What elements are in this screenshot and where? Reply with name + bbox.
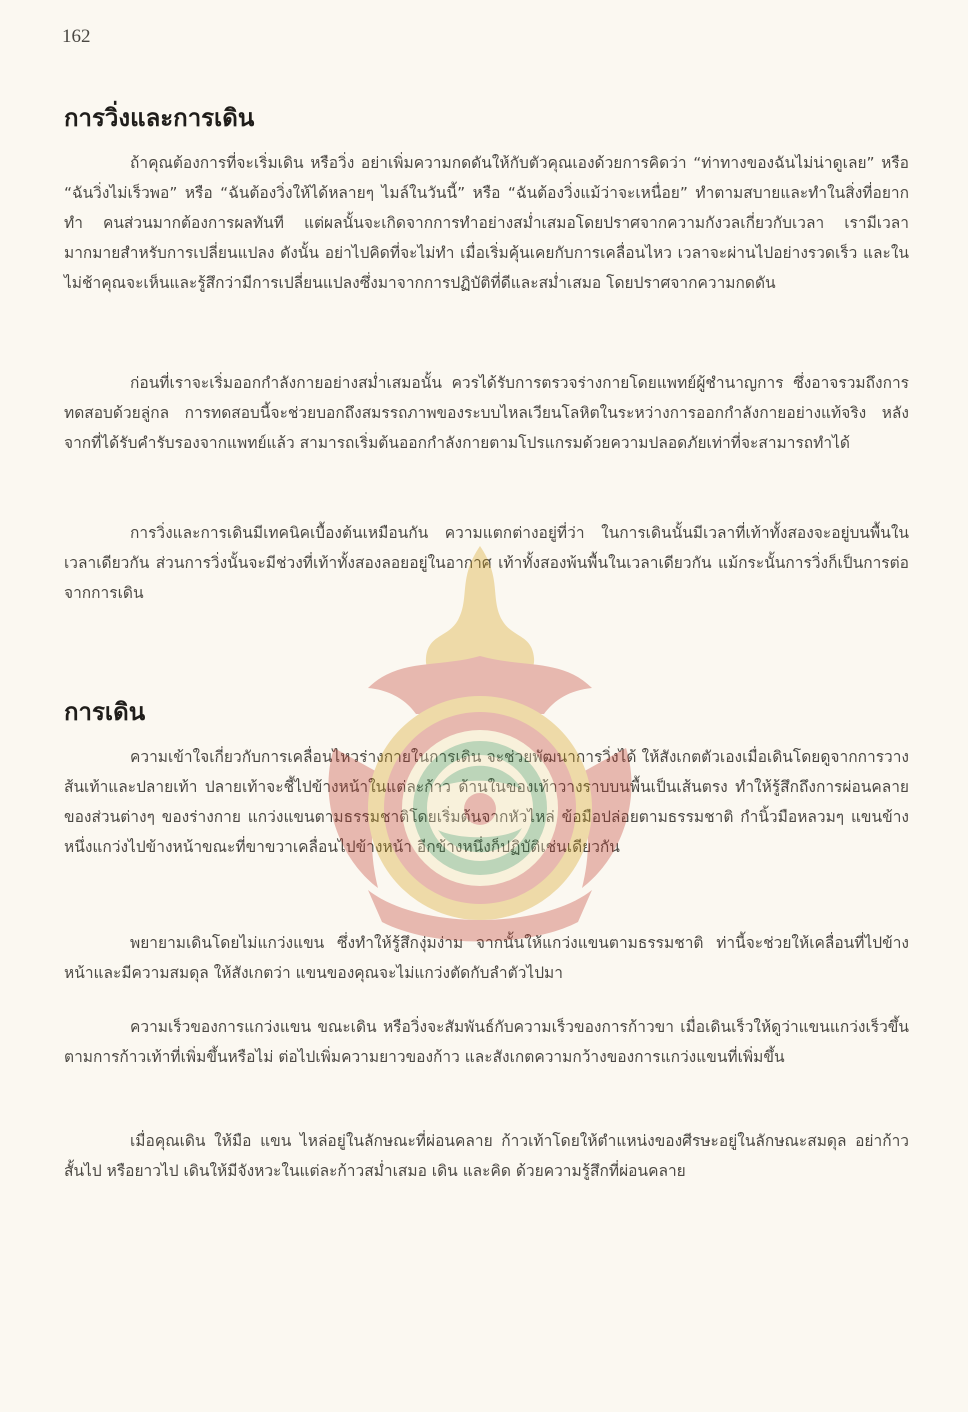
paragraph: ก่อนที่เราจะเริ่มออกกำลังกายอย่างสม่ำเสมอนั้น ควรได้รับการตรวจร่างกายโดยแพทย์ผู้ชำนาญการ ซึ่งอาจรวมถึงการทดสอบด้วยลู่กล การทดสอบนี้จะช่วยบอกถึงสมรรถภาพของระบบไหลเวียนโลหิตในระหว่างการออกกำลังกายอย่างแท้จริง หลังจากที่ได้รับคำรับรองจากแพทย์แล้ว สามารถเริ่มต้นออกกำลังกายตามโปรแกรมด้วยความปลอดภัยเท่าที่จะสามารถทำได้ xyxy=(64,374,909,452)
paragraph: พยายามเดินโดยไม่แกว่งแขน ซึ่งทำให้รู้สึกงุ่มง่าม จากนั้นให้แกว่งแขนตามธรรมชาติ ท่านี้จะช่วยให้เคลื่อนที่ไปข้างหน้าและมีความสมดุล ให้สังเกตว่า แขนของคุณจะไม่แกว่งตัดกับลำตัวไปมา xyxy=(64,934,909,982)
paragraph: ความเข้าใจเกี่ยวกับการเคลื่อนไหวร่างกายในการเดิน จะช่วยพัฒนาการวิ่งได้ ให้สังเกตตัวเองเมื่อเดินโดยดูจากการวางส้นเท้าและปลายเท้า ปลายเท้าจะชี้ไปข้างหน้าในแต่ละก้าว ด้านในของเท้าวางราบบนพื้นเป็นเส้นตรง ทำให้รู้สึกถึงการผ่อนคลายของส่วนต่างๆ ของร่างกาย แกว่งแขนตามธรรมชาติโดยเริ่มต้นจากหัวไหล่ ข้อมือปล่อยตามธรรมชาติ กำนิ้วมือหลวมๆ แขนข้างหนึ่งแกว่งไปข้างหน้าขณะที่ขาขวาเคลื่อนไปข้างหน้า อีกข้างหนึ่งก็ปฏิบัติเช่นเดียวกัน xyxy=(64,748,909,856)
paragraph: เมื่อคุณเดิน ให้มือ แขน ไหล่อยู่ในลักษณะที่ผ่อนคลาย ก้าวเท้าโดยให้ตำแหน่งของศีรษะอยู่ในลักษณะสมดุล อย่าก้าวสั้นไป หรือยาวไป เดินให้มีจังหวะในแต่ละก้าวสม่ำเสมอ เดิน และคิด ด้วยความรู้สึกที่ผ่อนคลาย xyxy=(64,1132,909,1180)
paragraph: การวิ่งและการเดินมีเทคนิคเบื้องต้นเหมือนกัน ความแตกต่างอยู่ที่ว่า ในการเดินนั้นมีเวลาที่เท้าทั้งสองจะอยู่บนพื้นในเวลาเดียวกัน ส่วนการวิ่งนั้นจะมีช่วงที่เท้าทั้งสองลอยอยู่ในอากาศ เท้าทั้งสองพ้นพื้นในเวลาเดียวกัน แม้กระนั้นการวิ่งก็เป็นการต่อจากการเดิน xyxy=(64,524,909,602)
section-heading-walking: การเดิน xyxy=(64,698,146,726)
page-number: 162 xyxy=(62,26,91,47)
paragraph: ถ้าคุณต้องการที่จะเริ่มเดิน หรือวิ่ง อย่าเพิ่มความกดดันให้กับตัวคุณเองด้วยการคิดว่า “ท่าทางของฉันไม่น่าดูเลย” หรือ “ฉันวิ่งไม่เร็วพอ” หรือ “ฉันต้องวิ่งให้ได้หลายๆ ไมล์ในวันนี้” หรือ “ฉันต้องวิ่งแม้ว่าจะเหนื่อย” ทำตามสบายและทำในสิ่งที่อยากทำ คนส่วนมากต้องการผลทันที แต่ผลนั้นจะเกิดจากการทำอย่างสม่ำเสมอโดยปราศจากความกังวลเกี่ยวกับเวลา เรามีเวลามากมายสำหรับการเปลี่ยนแปลง ดังนั้น อย่าไปคิดที่จะไม่ทำ เมื่อเริ่มคุ้นเคยกับการเคลื่อนไหว เวลาจะผ่านไปอย่างรวดเร็ว และในไม่ช้าคุณจะเห็นและรู้สึกว่ามีการเปลี่ยนแปลงซึ่งมาจากการปฏิบัติที่ดีและสม่ำเสมอ โดยปราศจากความกดดัน xyxy=(64,154,909,292)
section-heading-running-walking: การวิ่งและการเดิน xyxy=(64,104,255,132)
paragraph: ความเร็วของการแกว่งแขน ขณะเดิน หรือวิ่งจะสัมพันธ์กับความเร็วของการก้าวขา เมื่อเดินเร็วให้ดูว่าแขนแกว่งเร็วขึ้นตามการก้าวเท้าที่เพิ่มขึ้นหรือไม่ ต่อไปเพิ่มความยาวของก้าว และสังเกตความกว้างของการแกว่งแขนที่เพิ่มขึ้น xyxy=(64,1018,909,1066)
